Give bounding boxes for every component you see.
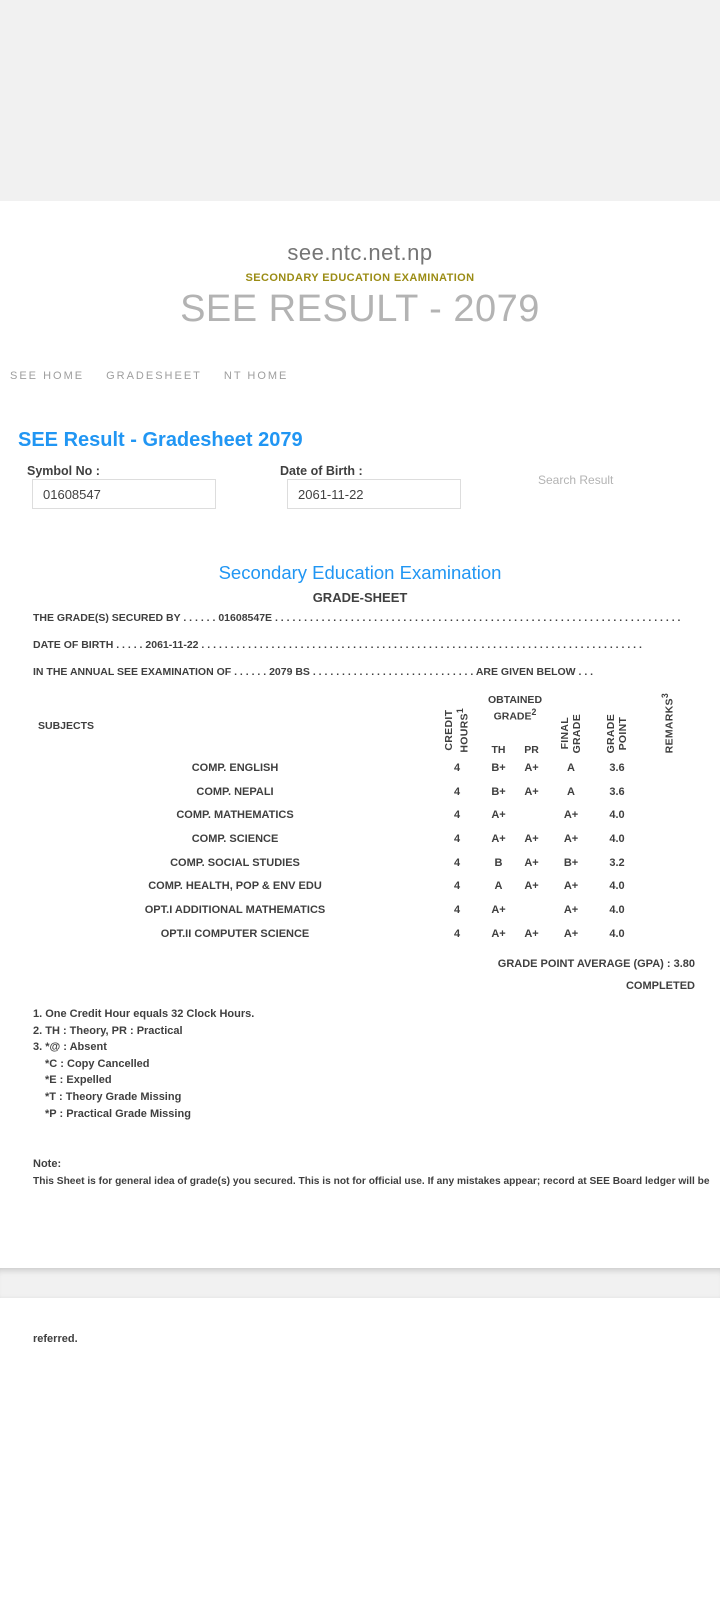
remarks-header: REMARKS$^3$ [659,692,676,753]
grade-table [38,692,695,946]
table-row: COMP. ENGLISH 4 B+ A+ A 3.6 [191,761,625,774]
top-gray-band [0,0,720,201]
footnote: 3. *@ : Absent [33,1041,107,1054]
pr-header: PR [524,744,539,756]
symbol-no-input[interactable] [32,479,216,509]
table-row: COMP. SOCIAL STUDIES 4 B A+ B+ 3.2 [170,856,625,869]
subjects-header: SUBJECTS [38,720,95,732]
examination-line: IN THE ANNUAL SEE EXAMINATION OF . . . . . . 2079 BS . . . . . . . . . . . . . . . . . . . . . . . . . . . . ARE GIVEN BELOW . . . [33,666,594,678]
table-row: OPT.II COMPUTER SCIENCE 4 A+ A+ A+ 4.0 [160,927,625,940]
table-row: COMP. MATHEMATICS 4 A+ A+ 4.0 [176,809,625,822]
page-title: SEE RESULT - 2079 [180,288,540,330]
result-heading: SEE Result - Gradesheet 2079 [18,429,303,451]
nav-see-home[interactable]: SEE HOME [10,370,85,382]
gpa-line: GRADE POINT AVERAGE (GPA) : 3.80 [497,958,695,970]
table-row: COMP. SCIENCE 4 A+ A+ A+ 4.0 [191,832,625,845]
grade-table-header [38,692,695,756]
note-text: This Sheet is for general idea of grade(s) you secured. This is not for official use. If any mistakes appear; record at SEE Board ledger will be [33,1176,710,1187]
grade-point-header: GRADE POINT [604,713,629,753]
date-of-birth-line: DATE OF BIRTH . . . . . 2061-11-22 . . . . . . . . . . . . . . . . . . . . . . . . . . . . . . . . . . . . . . . . . . . . . . . . . . . . . . . . . . . . . . . . . . . . . . . . . . . . [33,639,642,651]
gradesheet-heading: Secondary Education Examination [218,562,502,583]
gradesheet-subheading: GRADE-SHEET [312,590,408,605]
footnote: *P : Practical Grade Missing [45,1107,191,1120]
dob-label: Date of Birth : [280,464,363,478]
footnote: 1. One Credit Hour equals 32 Clock Hours. [33,1008,255,1020]
table-row: COMP. NEPALI 4 B+ A+ A 3.6 [196,785,625,798]
nav-gradesheet[interactable]: GRADESHEET [106,370,202,382]
obtained-grade-header: OBTAINED GRADE$^2$ TH PR [482,694,548,756]
table-row: COMP. HEALTH, POP & ENV EDU 4 A A+ A+ 4.0 [148,880,625,893]
final-grade-header: FINAL GRADE [558,713,583,753]
note-continued: referred. [33,1333,78,1345]
note-label: Note: [33,1158,62,1170]
credit-hours-header: CREDIT HOURS$^1$ [443,708,471,753]
search-result-button[interactable]: Search Result [538,473,614,487]
th-header: TH [491,744,506,756]
secured-by-line: THE GRADE(S) SECURED BY . . . . . . 01608547E . . . . . . . . . . . . . . . . . . . . . . . . . . . . . . . . . . . . . . . . . . . . . . . . . . . . . . . . . . . . . . . . . . . . . . [33,612,681,624]
footnote: 2. TH : Theory, PR : Practical [33,1024,183,1037]
symbol-no-label: Symbol No : [27,464,100,478]
main-nav [10,370,288,382]
org-subtitle: SECONDARY EDUCATION EXAMINATION [245,272,475,284]
footnote: *C : Copy Cancelled [45,1057,150,1070]
nav-nt-home[interactable]: NT HOME [223,370,289,382]
footnote: *E : Expelled [45,1074,112,1087]
page-break-band [0,1268,720,1298]
dob-input[interactable] [287,479,461,509]
table-row: OPT.I ADDITIONAL MATHEMATICS 4 A+ A+ 4.0 [144,903,625,916]
site-title: see.ntc.net.np [287,240,433,265]
status-completed: COMPLETED [625,980,695,992]
footnotes [33,1006,254,1122]
footnote: *T : Theory Grade Missing [45,1090,182,1103]
